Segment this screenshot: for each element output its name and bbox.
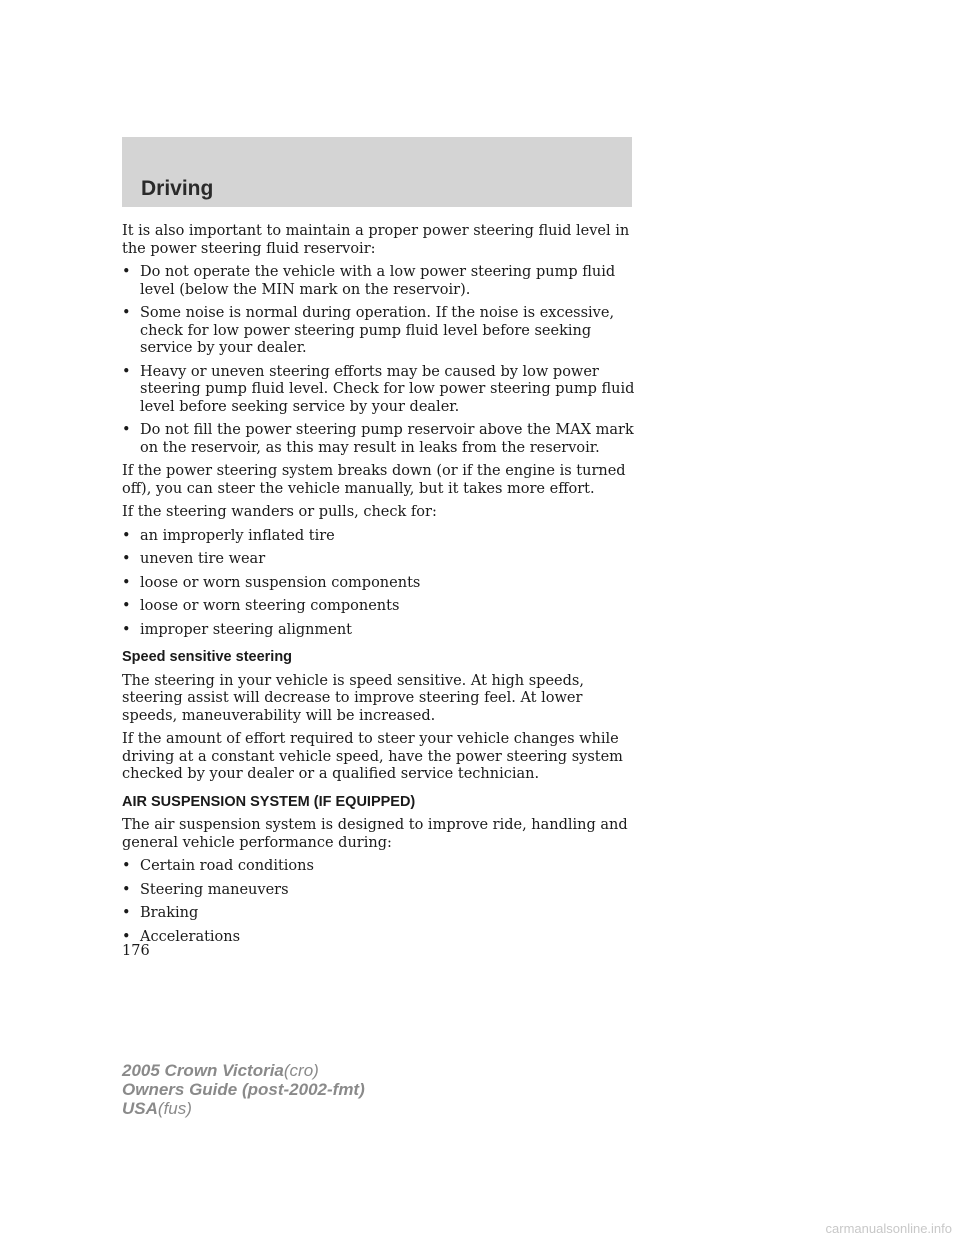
- bullet-icon: •: [122, 264, 131, 280]
- list-item: • Accelerations: [122, 928, 241, 945]
- bullet-icon: •: [122, 621, 131, 638]
- footer-line-2: Owners Guide (post-2002-fmt): [122, 1080, 365, 1099]
- bullet-icon: •: [122, 881, 131, 898]
- list-item: • uneven tire wear: [122, 551, 266, 567]
- bullet-icon: •: [122, 305, 131, 321]
- breakdown-paragraph: If the power steering system breaks down (or if the engine is turned off), you can steer the vehicle manually, but it takes more effort.: [122, 463, 626, 497]
- footer-line-3: USA(fus): [122, 1099, 192, 1118]
- bullet-icon: •: [122, 928, 131, 945]
- speed-paragraph-1: The steering in your vehicle is speed sensitive. At high speeds, steering assist will decrease to improve steering feel. At lower speeds, maneuverability will be increased.: [122, 672, 584, 724]
- fluid-bullet-list: [122, 264, 637, 457]
- page-content: [122, 223, 637, 952]
- air-paragraph: The air suspension system is designed to improve ride, handling and general vehicle performance during:: [122, 817, 628, 851]
- section-title: Driving: [141, 177, 214, 200]
- bullet-icon: •: [122, 858, 131, 874]
- list-item: • loose or worn suspension components: [122, 574, 421, 591]
- list-item: • Some noise is normal during operation. If the noise is excessive, check for low power steering pump fluid level before seeking service by your dealer.: [122, 305, 615, 356]
- list-item: • Braking: [122, 905, 199, 921]
- bullet-icon: •: [122, 574, 131, 591]
- list-item: • improper steering alignment: [122, 621, 352, 638]
- bullet-icon: •: [122, 422, 131, 438]
- speed-sensitive-heading: Speed sensitive steering: [122, 649, 293, 665]
- bullet-icon: •: [122, 363, 131, 380]
- watermark: carmanualsonline.info: [825, 1221, 952, 1236]
- intro-paragraph: It is also important to maintain a proper power steering fluid level in the power steering fluid reservoir:: [122, 223, 630, 257]
- bullet-icon: •: [122, 527, 131, 544]
- air-bullet-list: [122, 858, 637, 946]
- bullet-icon: •: [122, 551, 131, 567]
- list-item: • Do not operate the vehicle with a low power steering pump fluid level (below the MIN mark on the reservoir).: [122, 264, 616, 298]
- wander-paragraph: If the steering wanders or pulls, check for:: [122, 504, 437, 520]
- list-item: • Certain road conditions: [122, 858, 314, 874]
- wander-bullet-list: [122, 528, 637, 640]
- page-number: 176: [122, 943, 150, 959]
- footer-line-1: 2005 Crown Victoria(cro): [122, 1061, 319, 1080]
- list-item: • an improperly inflated tire: [122, 527, 335, 544]
- bullet-icon: •: [122, 905, 131, 921]
- list-item: • Do not fill the power steering pump reservoir above the MAX mark on the reservoir, as this may result in leaks from the reservoir.: [122, 422, 634, 456]
- list-item: • loose or worn steering components: [122, 598, 400, 614]
- bullet-icon: •: [122, 598, 131, 614]
- speed-paragraph-2: If the amount of effort required to steer your vehicle changes while driving at a constant vehicle speed, have the power steering system checked by your dealer or a qualified service technician.: [122, 731, 623, 782]
- footer-doc-info: [122, 1061, 365, 1118]
- air-suspension-heading: AIR SUSPENSION SYSTEM (IF EQUIPPED): [122, 793, 416, 810]
- list-item: • Heavy or uneven steering efforts may be caused by low power steering pump fluid level. Check for low power steering pump fluid level before seeking service by your dealer.: [122, 363, 635, 415]
- list-item: • Steering maneuvers: [122, 881, 289, 898]
